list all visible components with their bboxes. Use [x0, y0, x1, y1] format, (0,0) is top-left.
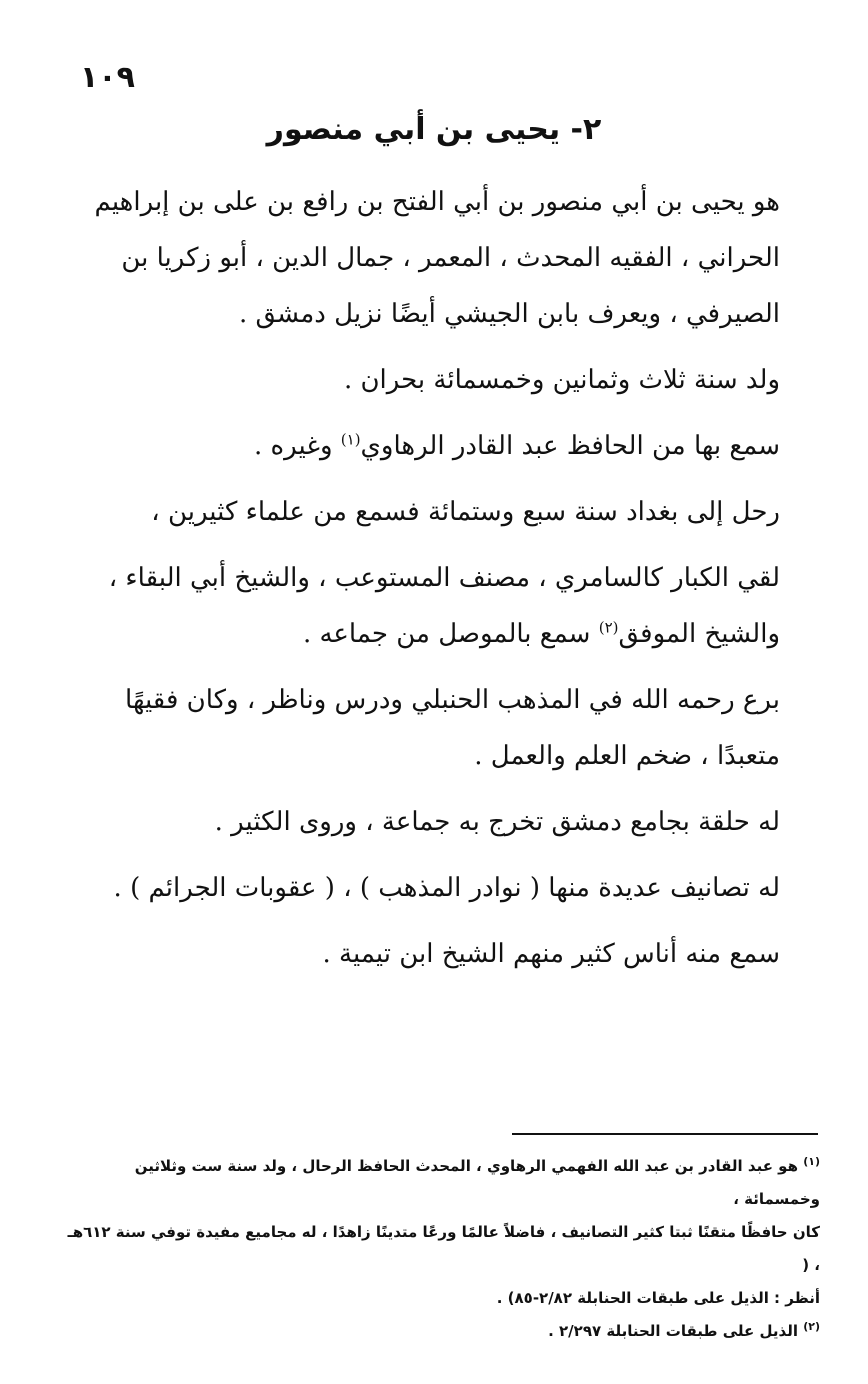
paragraph-birth: ولد سنة ثلاث وثمانين وخمسمائة بحران .: [343, 365, 780, 395]
paragraph-text: سمع بها من الحافظ عبد القادر الرهاوي: [360, 431, 780, 461]
section-title: ٢- يحيى بن أبي منصور: [266, 112, 602, 147]
paragraph-teachers: [70, 418, 820, 474]
footnote-reference: (٢): [598, 618, 619, 637]
paragraph-biography: هو يحيى بن أبي منصور بن أبي الفتح بن رافع بن على بن إبراهيم الحراني ، الفقيه المحدث ، المعمر ، جمال الدين ، أبو زكريا بن الصيرفي ، ويعرف بابن الجيشي أيضًا نزيل دمشق .: [94, 187, 780, 329]
paragraph-travel: رحل إلى بغداد سنة سبع وستمائة فسمع من علماء كثيرين ،: [151, 497, 780, 527]
footnote-mark: (١): [803, 1155, 820, 1168]
page-number: ١٠٩: [80, 60, 135, 95]
footnote-1-line-3: أنظر : الذيل على طبقات الحنابلة ٢/٨٢-٨٥) .: [496, 1289, 820, 1307]
footnote-divider: [512, 1133, 818, 1135]
footnote-line: هو عبد القادر بن عبد الله الفهمي الرهاوي ، المحدث الحافظ الرحال ، ولد سنة ست وثلاثين وخمسمائة ،: [134, 1157, 820, 1208]
paragraph-expertise: برع رحمه الله في المذهب الحنبلي ودرس وناظر ، وكان فقيهًا متعبدًا ، ضخم العلم والعمل .: [125, 685, 780, 771]
footnote-line: الذيل على طبقات الحنابلة ٢/٢٩٧ .: [548, 1322, 798, 1340]
footnote-1: [60, 1150, 820, 1216]
footnotes: [60, 1150, 820, 1348]
paragraph-students: سمع منه أناس كثير منهم الشيخ ابن تيمية .: [322, 939, 780, 969]
paragraph-text: سمع بالموصل من جماعه .: [302, 619, 599, 649]
body-text: [70, 174, 820, 992]
paragraph-works: له تصانيف عديدة منها ( نوادر المذهب ) ، ( عقوبات الجرائم ) .: [113, 873, 780, 903]
footnote-reference: (١): [340, 430, 361, 449]
footnote-mark: (٢): [803, 1320, 820, 1333]
paragraph-text: لقي الكبار كالسامري ، مصنف المستوعب ، والشيخ أبي البقاء ، والشيخ الموفق: [108, 563, 780, 649]
footnote-1-line-2: كان حافظًا متقنًا ثبتا كثير التصانيف ، فاضلاً عالمًا ورعًا متدينًا زاهدًا ، له مجاميع مفيدة توفي سنة ٦١٢هـ ، (: [67, 1223, 820, 1274]
paragraph-scholars: [70, 550, 820, 662]
paragraph-circle: له حلقة بجامع دمشق تخرج به جماعة ، وروى الكثير .: [214, 807, 780, 837]
paragraph-text: وغيره .: [254, 431, 341, 461]
footnote-2: [60, 1315, 820, 1348]
